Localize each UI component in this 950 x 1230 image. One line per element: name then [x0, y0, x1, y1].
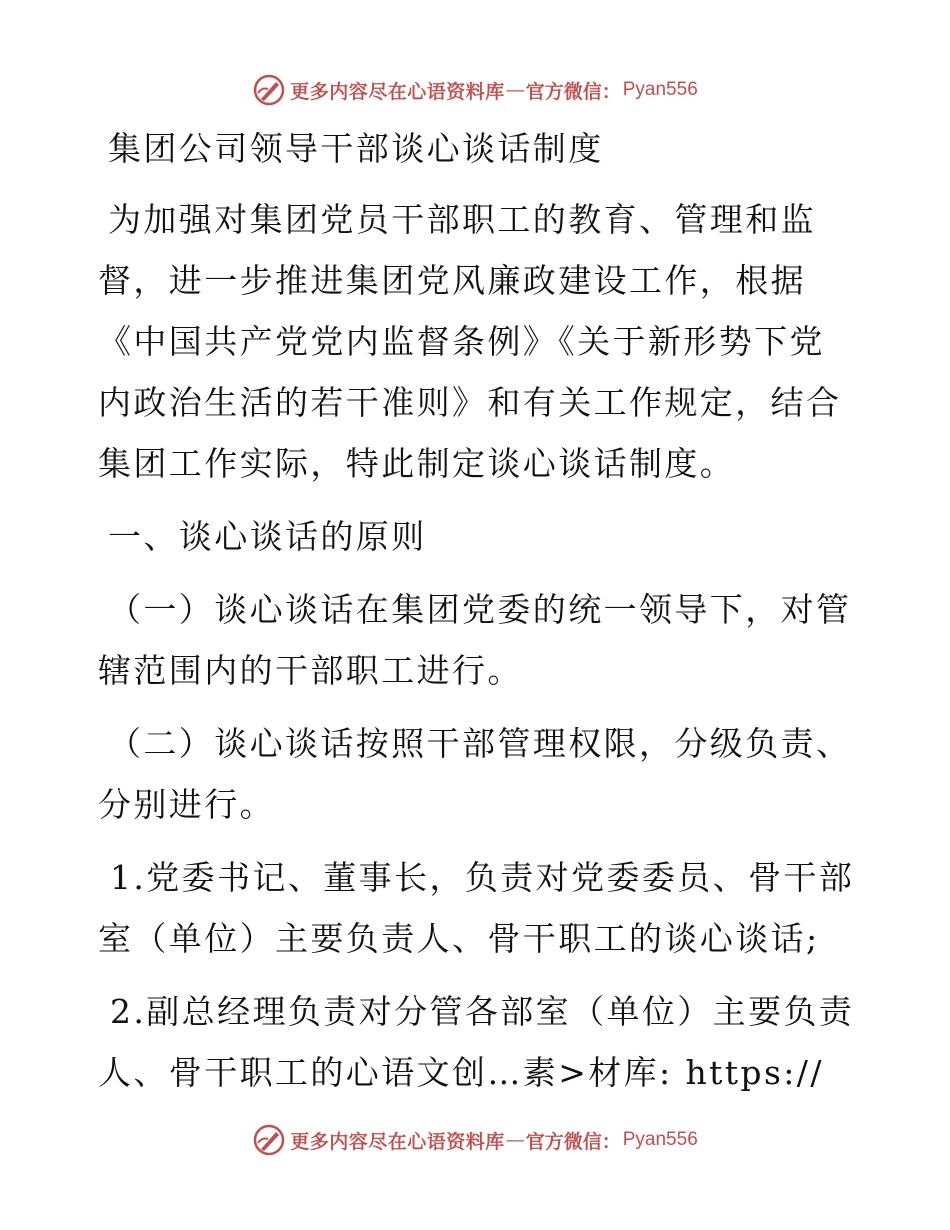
paragraph-item-2: （二）谈心谈话按照干部管理权限，分级负责、分别进行。 [98, 724, 852, 824]
watermark-dash: — [505, 1129, 525, 1151]
paragraph-subitem-2: 2.副总经理负责对分管各部室（单位）主要负责人、骨干职工的心语文创…素>材库: https:// [98, 992, 855, 1092]
watermark-wechat-id: Pyan556 [622, 1129, 698, 1150]
watermark-header [0, 70, 950, 110]
section-heading-principles: 一、谈心谈话的原则 [108, 517, 427, 556]
watermark-wechat-id: Pyan556 [622, 79, 698, 100]
watermark-wechat-label: 官方微信： [525, 1130, 621, 1153]
watermark-wechat-label: 官方微信： [525, 80, 621, 103]
paragraph-intro: 为加强对集团党员干部职工的教育、管理和监督，进一步推进集团党风廉政建设工作，根据《中国共产党党内监督条例》《关于新形势下党内政治生活的若干准则》和有关工作规定，结合集团工作实际，特此制定谈心谈话制度。 [98, 200, 842, 483]
quill-pen-icon [252, 1123, 286, 1157]
document-title: 集团公司领导干部谈心谈话制度 [108, 129, 604, 168]
watermark-text: 更多内容尽在心语资料库 [290, 80, 505, 103]
watermark-dash: — [505, 79, 525, 101]
quill-pen-icon [252, 73, 286, 107]
paragraph-subitem-1: 1.党委书记、董事长，负责对党委委员、骨干部室（单位）主要负责人、骨干职工的谈心谈话; [98, 858, 855, 958]
watermark-text: 更多内容尽在心语资料库 [290, 1130, 505, 1153]
watermark-footer [0, 1120, 950, 1160]
document-body [98, 118, 858, 1103]
paragraph-item-1: （一）谈心谈话在集团党委的统一领导下，对管辖范围内的干部职工进行。 [98, 590, 852, 690]
